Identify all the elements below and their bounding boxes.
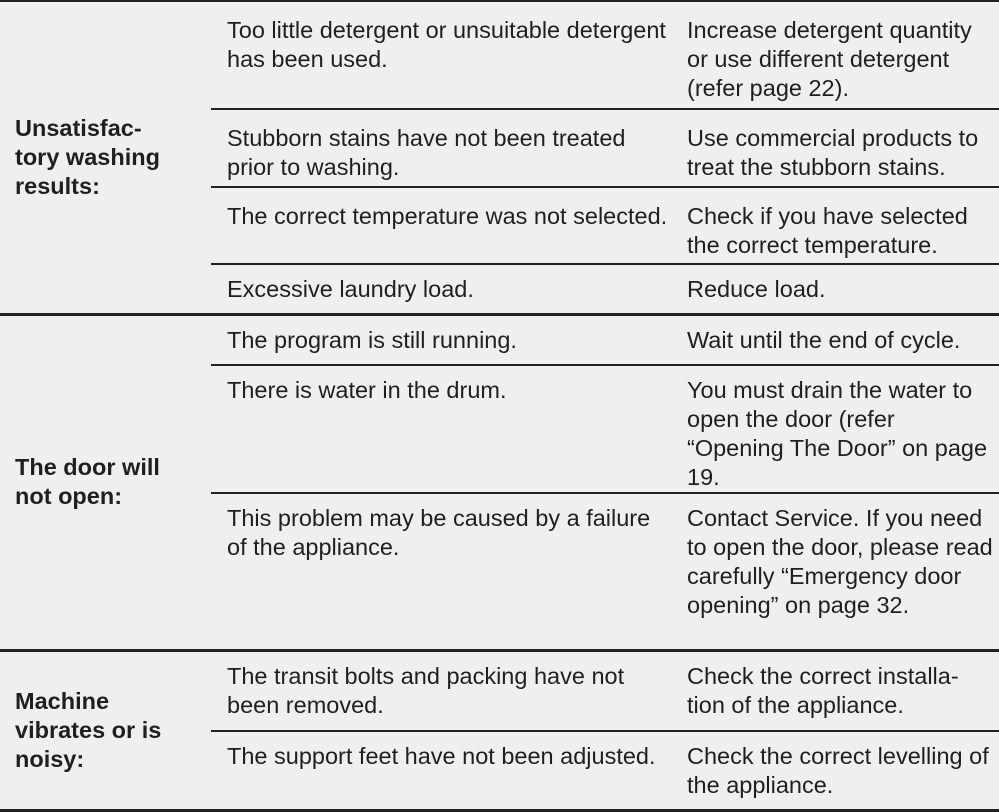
cause-cell: The support feet have not been adjusted. [211,731,681,810]
cause-cell: This problem may be caused by a failure of the appliance. [211,493,681,650]
cause-cell: The transit bolts and packing have not been removed. [227,662,625,718]
solution-cell: Wait until the end of cycle. [687,326,961,353]
solution-cell: Reduce load. [681,264,999,314]
troubleshooting-table [0,2,999,812]
cause-cell: The program is still running. [227,326,517,353]
solution-cell: You must drain the water to open the door (refer “Opening The Door” on page 19. [681,365,999,493]
cause-cell: Excessive laundry load. [211,264,681,314]
solution-cell: Check the correct installa-tion of the appliance. [687,662,959,718]
solution-cell: Check the correct levelling of the appliance. [681,731,999,810]
table-row [0,650,999,731]
cause-cell: There is water in the drum. [211,365,681,493]
cause-cell: Too little detergent or unsuitable detergent has been used. [227,17,666,72]
problem-cell [0,314,211,650]
problem-cell [0,2,211,314]
problem-label: Unsatisfac-tory washing results: [15,114,160,199]
problem-label: Machine vibrates or is noisy: [15,687,162,772]
problem-label: The door will not open: [15,454,160,509]
table-row [0,314,999,365]
solution-cell: Contact Service. If you need to open the door, please read carefully “Emergency door opening” on page 32. [681,493,999,650]
solution-cell: Increase detergent quantity or use different detergent (refer page 22). [687,17,972,101]
solution-cell: Check if you have selected the correct temperature. [681,187,999,264]
solution-cell: Use commercial products to treat the stubborn stains. [681,109,999,187]
cause-cell: Stubborn stains have not been treated prior to washing. [211,109,681,187]
problem-cell [0,650,211,810]
table-row [0,2,999,109]
cause-cell: The correct temperature was not selected. [211,187,681,264]
